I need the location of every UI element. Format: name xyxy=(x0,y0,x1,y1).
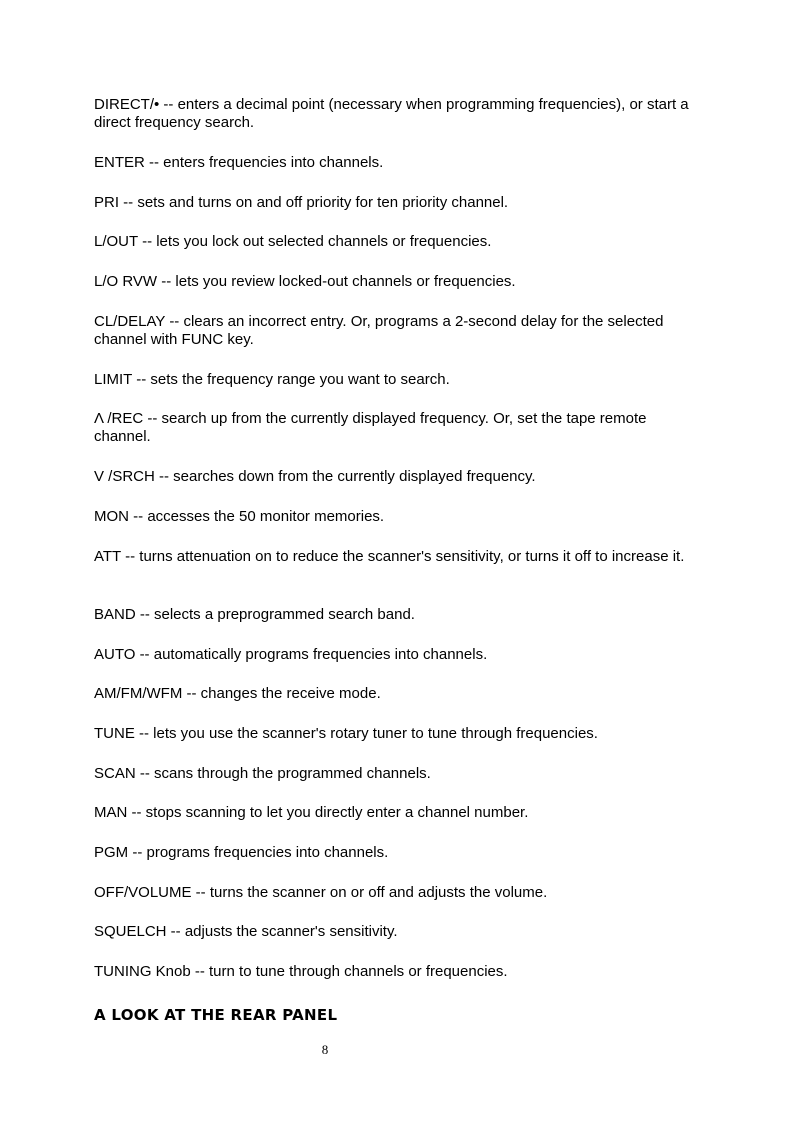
entry-direct: DIRECT/• -- enters a decimal point (necessary when programming frequencies), or start a direct frequency search. xyxy=(94,96,689,131)
key-description-list xyxy=(94,96,704,1003)
entry-enter: ENTER -- enters frequencies into channels. xyxy=(94,154,384,171)
section-heading: A LOOK AT THE REAR PANEL xyxy=(94,1006,338,1024)
entry-man: MAN -- stops scanning to let you directly enter a channel number. xyxy=(94,804,529,822)
entry-am-fm-wfm: AM/FM/WFM -- changes the receive mode. xyxy=(94,685,381,703)
entry-pri: PRI -- sets and turns on and off priority for ten priority channel. xyxy=(94,193,509,211)
entry-pgm: PGM -- programs frequencies into channels. xyxy=(94,843,389,861)
entry-auto: AUTO -- automatically programs frequencies into channels. xyxy=(94,645,488,663)
page-number: 8 xyxy=(321,1042,329,1057)
entry-off-volume: OFF/VOLUME -- turns the scanner on or off and adjusts the volume. xyxy=(94,883,548,901)
entry-limit: LIMIT -- sets the frequency range you want to search. xyxy=(94,370,450,388)
entry-cl-delay: CL/DELAY -- clears an incorrect entry. Or, programs a 2-second delay for the selected channel with FUNC key. xyxy=(94,312,664,348)
entry-mon: MON -- accesses the 50 monitor memories. xyxy=(94,508,385,526)
entry-squelch: SQUELCH -- adjusts the scanner's sensitivity. xyxy=(94,923,398,941)
entry-scan: SCAN -- scans through the programmed channels. xyxy=(94,764,431,782)
entry-att: ATT -- turns attenuation on to reduce the scanner's sensitivity, or turns it off to increase it. xyxy=(94,547,685,565)
entry-lo-rvw: L/O RVW -- lets you review locked-out channels or frequencies. xyxy=(94,273,516,291)
entry-up-rec: Λ /REC -- search up from the currently displayed frequency. Or, set the tape remote channel. xyxy=(94,410,647,446)
entry-lout: L/OUT -- lets you lock out selected channels or frequencies. xyxy=(94,233,492,251)
entry-band: BAND -- selects a preprogrammed search band. xyxy=(94,605,415,623)
entry-down-srch: V /SRCH -- searches down from the currently displayed frequency. xyxy=(94,468,536,486)
entry-tuning-knob: TUNING Knob -- turn to tune through channels or frequencies. xyxy=(94,963,508,980)
entry-tune: TUNE -- lets you use the scanner's rotary tuner to tune through frequencies. xyxy=(94,724,598,742)
